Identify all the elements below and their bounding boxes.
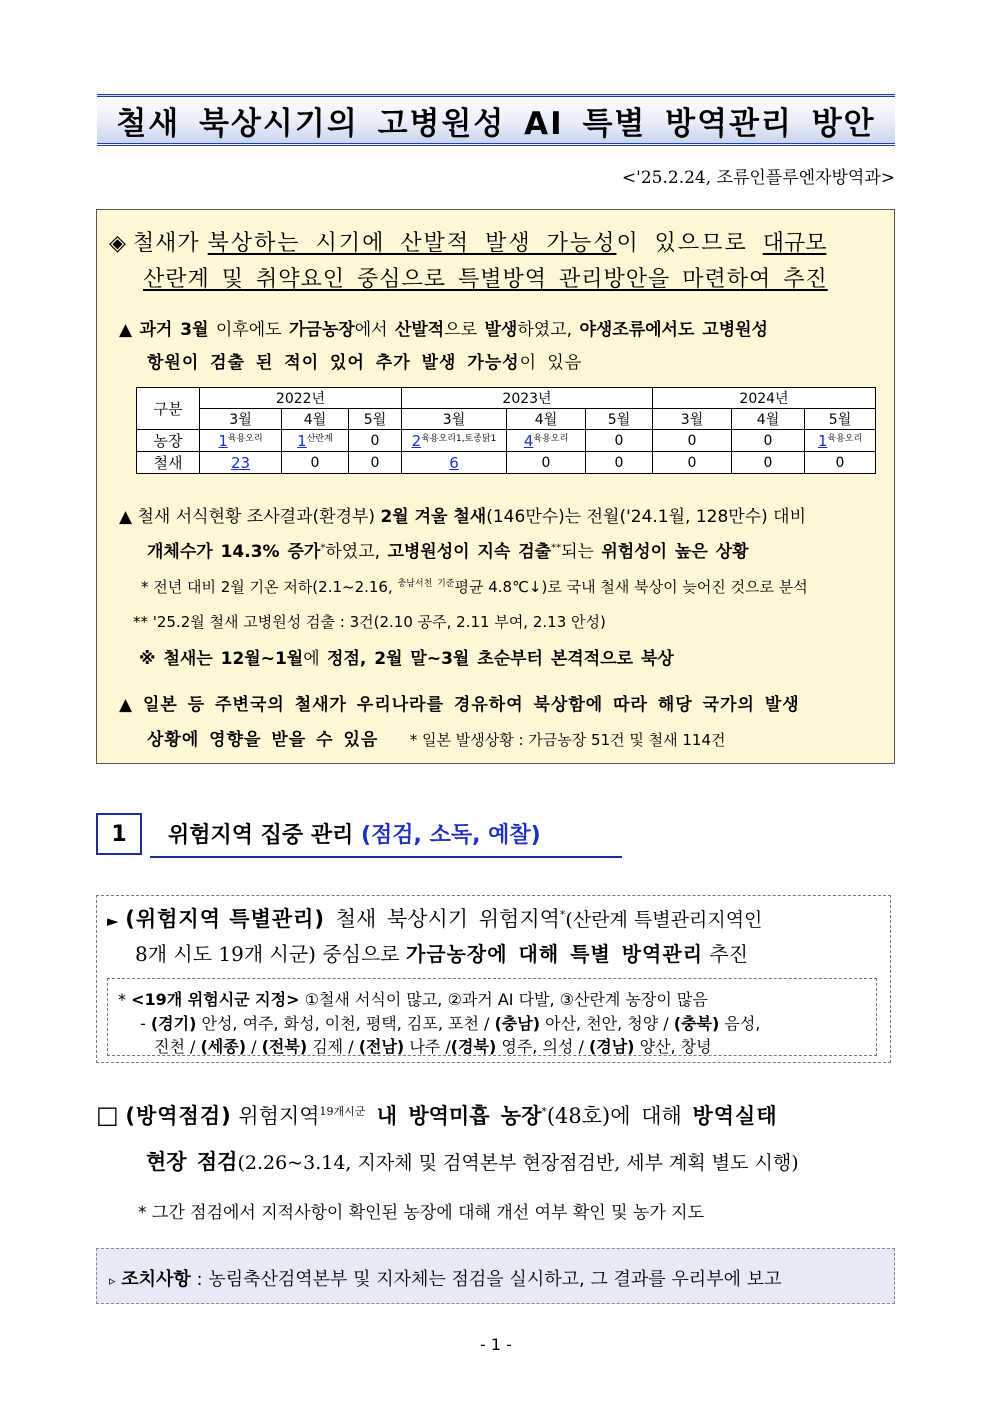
risk-note-line2: - (경기) 안성, 여주, 화성, 이천, 평택, 김포, 포천 / (충남) 아산, 천안, 청양 / (충북) 음성, [140,1014,761,1033]
action-text: ▹ 조치사항 : 농림축산검역본부 및 지자체는 점검을 실시하고, 그 결과를 우리부에 보고 [109,1269,782,1290]
diamond-icon: ◈ [109,231,126,256]
month-header: 5월 [349,409,402,430]
small-triangle-icon: ▹ [109,1274,116,1289]
section-number-box [96,813,142,855]
table-corner: 구분 [137,388,200,430]
action-box [96,1248,895,1304]
section-title: 위험지역 집중 관리 (점검, 소독, 예찰) [168,823,541,848]
outbreak-table [136,387,876,474]
table-cell: 0 [507,452,586,474]
table-cell: 0 [653,430,732,452]
table-cell: $1^{육용오리}$ [200,430,282,452]
bullet-2: ▲ 철새 서식현황 조사결과(환경부) 2월 겨울 철새(146만수)는 전월('24.1월, 128만수) 대비 [119,507,807,527]
risk-line1: ► (위험지역 특별관리) 철새 북상시기 위험지역*(산란계 특별관리지역인 [107,907,763,931]
month-header: 3월 [200,409,282,430]
month-header: 5월 [586,409,653,430]
document-title: 철새 북상시기의 고병원성 AI 특별 방역관리 방안 [116,105,876,142]
date-department: <'25.2.24, 조류인플루엔자방역과> [621,168,895,188]
year-header: 2022년 [200,388,402,409]
bullet-3: ▲ 일본 등 주변국의 철새가 우리나라를 경유하여 북상함에 따라 해당 국가의 발생 [119,695,800,715]
inspection-line1: □ (방역점검) 위험지역$^{19개시군}$ 내 방역미흡 농장*(48호)에 대해 방역실태 [96,1101,778,1129]
summary-box [96,209,895,764]
month-header: 3월 [402,409,507,430]
table-cell: $2^{육용오리1,토종닭1}$ [402,430,507,452]
row-label-farm: 농장 [137,430,200,452]
inspection-note: * 그간 점검에서 지적사항이 확인된 농장에 대해 개선 여부 확인 및 농가 지도 [138,1203,705,1223]
table-cell: $1^{육용오리}$ [805,430,876,452]
page-number: - 1 - [480,1335,512,1354]
inspection-line2: 현장 점검(2.26~3.14, 지자체 및 검역본부 현장점검반, 세부 계획 별도 시행) [146,1150,799,1174]
risk-note-line1: * <19개 위험시군 지정> ①철새 서식이 많고, ②과거 AI 다발, ③산란계 농장이 많음 [118,990,708,1009]
table-cell: 0 [349,430,402,452]
table-cell: 0 [732,430,805,452]
reference-note: ※ 철새는 12월~1월에 정점, 2월 말~3월 초순부터 본격적으로 북상 [139,649,674,669]
table-cell: 0 [732,452,805,474]
section-underline [150,856,622,858]
month-header: 4월 [507,409,586,430]
risk-line2: 8개 시도 19개 시군) 중심으로 가금농장에 대해 특별 방역관리 추진 [135,942,749,966]
table-cell: 0 [653,452,732,474]
checkbox-square-icon: □ [96,1101,119,1129]
row-label-bird: 철새 [137,452,200,474]
risk-counties-note [107,978,877,1056]
table-cell: 0 [586,452,653,474]
bullet-2-line2: 개체수가 14.3% 증가*하였고, 고병원성이 지속 검출**되는 위험성이 높은 상황 [147,542,749,562]
month-header: 4월 [282,409,349,430]
table-cell: 0 [805,452,876,474]
month-header: 3월 [653,409,732,430]
bullet-3-line2: 상황에 영향을 받을 수 있음 * 일본 발생상황 : 가금농장 51건 및 철새 114건 [147,730,726,750]
year-header: 2023년 [402,388,653,409]
main-statement-line2: 산란계 및 취약요인 중심으로 특별방역 관리방안을 마련하여 추진 [143,267,828,292]
month-header: 4월 [732,409,805,430]
table-cell: 0 [349,452,402,474]
triangle-icon: ▲ [119,507,133,527]
risk-area-box [96,895,891,1063]
table-cell: 6 [402,452,507,474]
triangle-icon: ▲ [119,320,133,340]
pointer-icon: ► [107,912,119,930]
title-banner [97,94,895,146]
table-cell: 0 [282,452,349,474]
bullet-1-line2: 항원이 검출 된 적이 있어 추가 발생 가능성이 있음 [147,353,583,373]
section-number: 1 [111,821,127,847]
bullet-1: ▲ 과거 3월 이후에도 가금농장에서 산발적으로 발생하였고, 야생조류에서도 고병원성 [119,320,768,340]
year-header: 2024년 [653,388,876,409]
table-cell: $1^{산란계}$ [282,430,349,452]
triangle-icon: ▲ [119,695,134,715]
table-cell: 0 [586,430,653,452]
table-cell: 23 [200,452,282,474]
risk-note-line3: 진천 / (세종) / (전북) 김제 / (전남) 나주 /(경북) 영주, 의성 / (경남) 양산, 창녕 [154,1037,712,1056]
note-1: * 전년 대비 2월 기온 저하(2.1~2.16, $^{충남서천}$ $^{기준}$평균 4.8℃↓)로 국내 철새 북상이 늦어진 것으로 분석 [141,578,808,596]
note-2: ** '25.2월 철새 고병원성 검출 : 3건(2.10 공주, 2.11 부여, 2.13 안성) [133,613,606,631]
month-header: 5월 [805,409,876,430]
main-statement: ◈ 철새가 북상하는 시기에 산발적 발생 가능성이 있으므로 대규모 [109,231,827,256]
table-cell: $4^{육용오리}$ [507,430,586,452]
